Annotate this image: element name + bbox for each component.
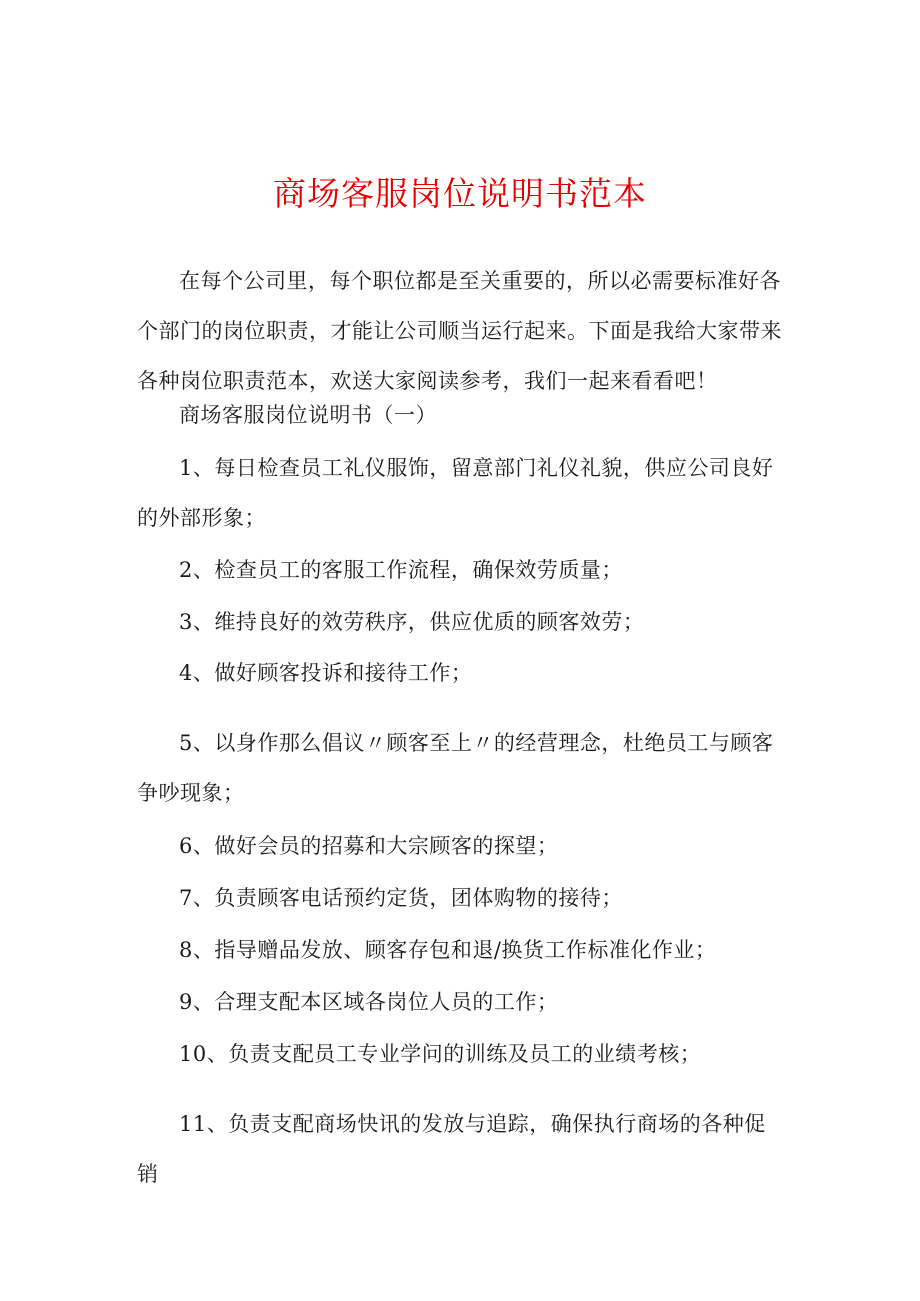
list-item-2: 2、检查员工的客服工作流程，确保效劳质量； xyxy=(179,558,623,582)
section-heading: 商场客服岗位说明书（一） xyxy=(179,403,437,427)
list-item-3: 3、维持良好的效劳秩序，供应优质的顾客效劳； xyxy=(179,610,645,634)
list-item-8: 8、指导赠品发放、顾客存包和退/换货工作标准化作业； xyxy=(179,938,717,962)
list-item-10: 10、负责支配员工专业学问的训练及员工的业绩考核； xyxy=(179,1042,702,1066)
list-item-4: 4、做好顾客投诉和接待工作； xyxy=(179,661,473,685)
document-title: 商场客服岗位说明书范本 xyxy=(273,174,647,213)
list-item-11: 11、负责支配商场快讯的发放与追踪，确保执行商场的各种促销 xyxy=(137,1112,766,1186)
list-item-9: 9、合理支配本区域各岗位人员的工作； xyxy=(179,990,559,1014)
list-item-1: 1、每日检查员工礼仪服饰，留意部门礼仪礼貌，供应公司良好的外部形象； xyxy=(137,456,774,530)
list-item-6: 6、做好会员的招募和大宗顾客的探望； xyxy=(179,834,559,858)
list-item-5: 5、以身作那么倡议〃顾客至上〃的经营理念，杜绝员工与顾客争吵现象； xyxy=(137,731,774,805)
list-item-7: 7、负责顾客电话预约定货，团体购物的接待； xyxy=(179,886,623,910)
intro-paragraph: 在每个公司里，每个职位都是至关重要的，所以必需要标准好各个部门的岗位职责，才能让公司顺当运行起来。下面是我给大家带来各种岗位职责范本，欢送大家阅读参考，我们一起来看看吧！ xyxy=(137,269,782,393)
